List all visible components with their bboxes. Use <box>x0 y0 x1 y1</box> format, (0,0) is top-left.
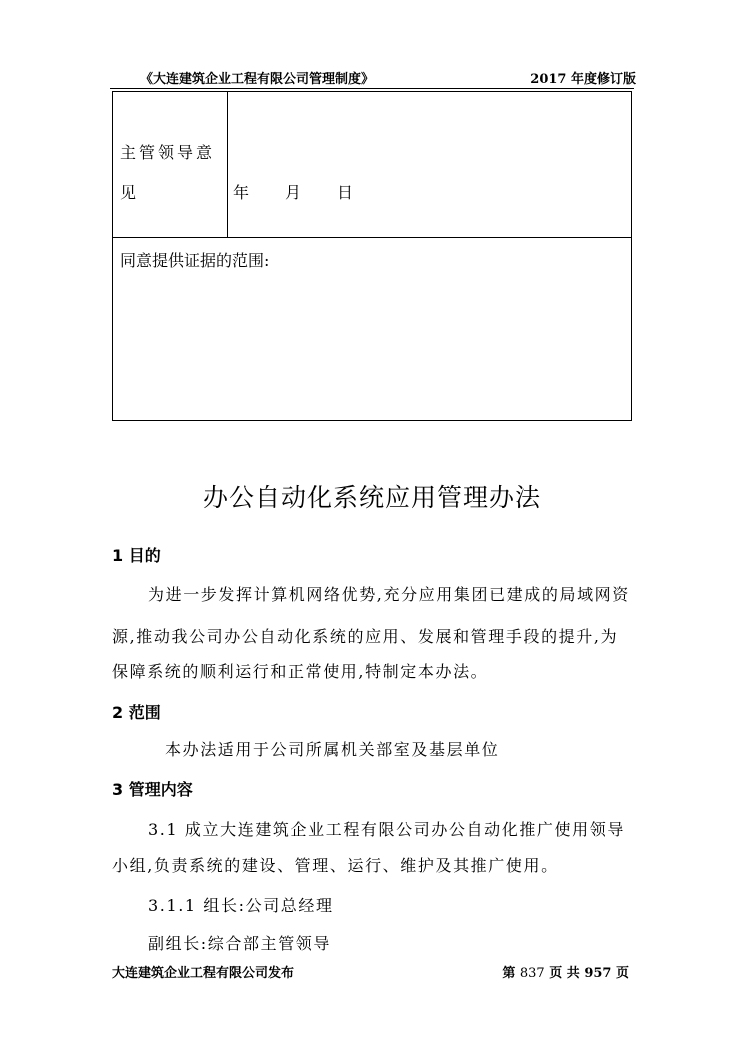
evidence-scope-label: 同意提供证据的范围: <box>120 251 270 270</box>
page-current: 837 <box>519 966 545 981</box>
footer-page-number <box>502 962 629 981</box>
paragraph-line: 保障系统的顺利运行和正常使用,特制定本办法。 <box>112 662 489 681</box>
paragraph-line: 3.1 成立大连建筑企业工程有限公司办公自动化推广使用领导 <box>148 820 625 839</box>
date-field <box>233 180 353 203</box>
date-month: 月 <box>285 183 302 202</box>
section-heading-scope: 2 范围 <box>112 703 161 722</box>
approval-row <box>113 92 631 238</box>
paragraph-line: 为进一步发挥计算机网络优势,充分应用集团已建成的局域网资 <box>148 585 630 604</box>
header-version: 2017 年度修订版 <box>530 72 636 87</box>
date-day: 日 <box>337 183 354 202</box>
page-total: 957 <box>584 966 612 981</box>
document-title: 办公自动化系统应用管理办法 <box>202 483 541 512</box>
page-prefix: 第 <box>502 966 516 981</box>
paragraph-line: 本办法适用于公司所属机关部室及基层单位 <box>165 740 500 759</box>
approval-table <box>112 91 632 421</box>
header-divider <box>110 88 634 89</box>
section-heading-management: 3 管理内容 <box>112 780 193 799</box>
paragraph-line: 源,推动我公司办公自动化系统的应用、发展和管理手段的提升,为 <box>112 627 619 646</box>
paragraph-line: 3.1.1 组长:公司总经理 <box>148 896 334 915</box>
supervisor-opinion-label: 主管领导意 <box>120 143 216 162</box>
footer-publisher: 大连建筑企业工程有限公司发布 <box>112 966 295 981</box>
paragraph-line: 小组,负责系统的建设、管理、运行、维护及其推广使用。 <box>112 856 559 875</box>
date-year: 年 <box>233 183 250 202</box>
page-suffix: 页 <box>615 966 629 981</box>
paragraph-line: 副组长:综合部主管领导 <box>148 934 331 953</box>
header-title: 《大连建筑企业工程有限公司管理制度》 <box>140 72 375 87</box>
table-column-divider <box>227 92 228 237</box>
page-mid: 页 共 <box>549 966 580 981</box>
supervisor-opinion-label-cont: 见 <box>120 183 137 202</box>
section-heading-purpose: 1 目的 <box>112 546 161 565</box>
